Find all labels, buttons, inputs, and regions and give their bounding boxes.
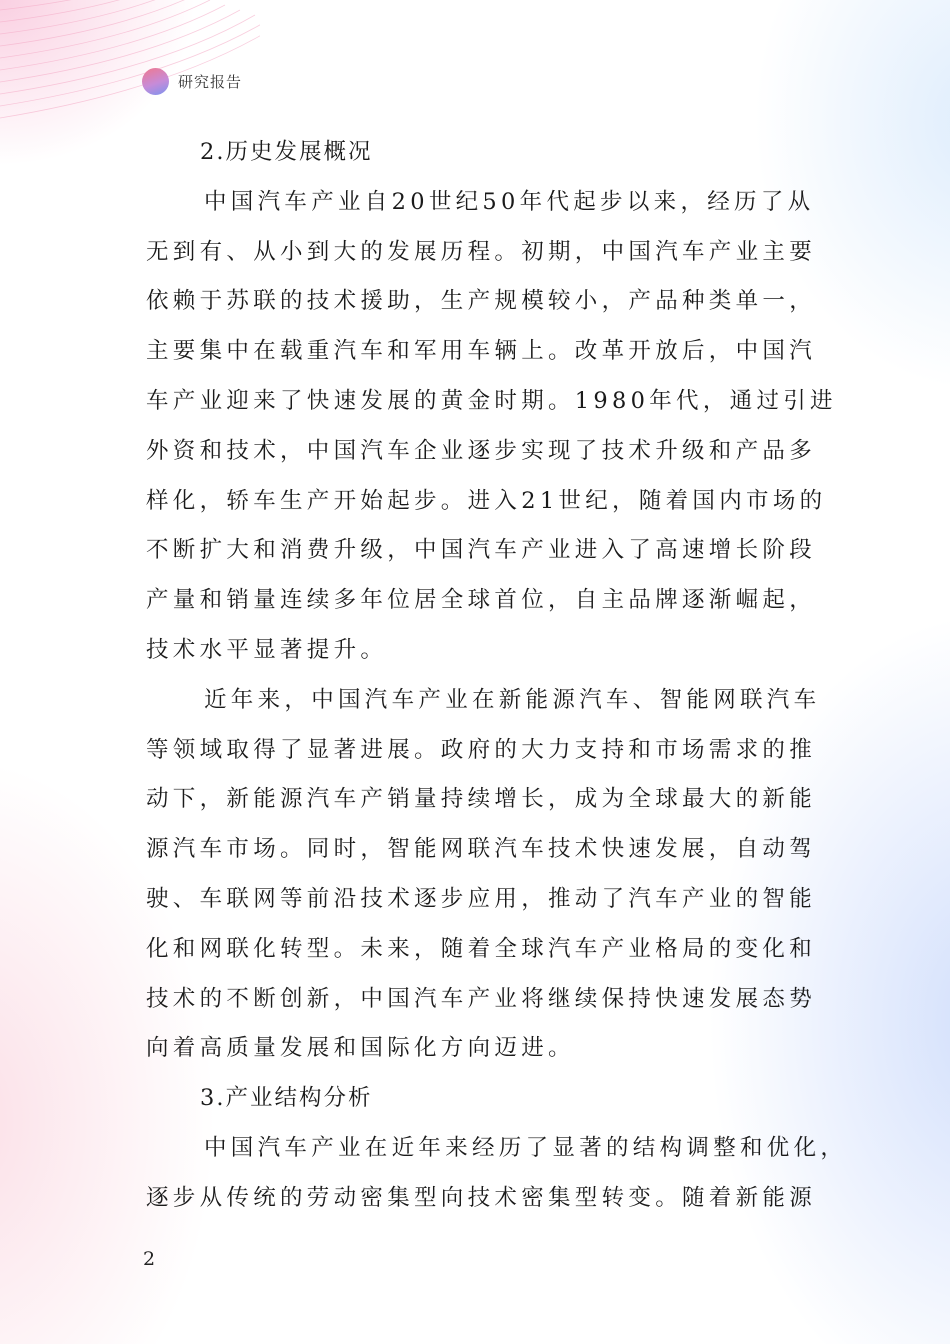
text-line: 主要集中在载重汽车和军用车辆上。改革开放后，中国汽 — [146, 338, 817, 365]
text-line: 样化，轿车生产开始起步。进入21世纪，随着国内市场的 — [146, 487, 827, 514]
text-line: 产量和销量连续多年位居全球首位，自主品牌逐渐崛起， — [146, 587, 817, 614]
section-heading: 2.历史发展概况 — [200, 139, 373, 165]
gradient-circle-logo-icon — [142, 68, 169, 95]
text-line: 中国汽车产业自20世纪50年代起步以来，经历了从 — [204, 188, 815, 215]
text-line: 向着高质量发展和国际化方向迈进。 — [146, 1035, 575, 1062]
text-line: 技术水平显著提升。 — [146, 636, 388, 663]
text-line: 不断扩大和消费升级，中国汽车产业进入了高速增长阶段 — [146, 537, 817, 564]
text-line: 车产业迎来了快速发展的黄金时期。1980年代，通过引进 — [146, 387, 837, 414]
text-line: 驶、车联网等前沿技术逐步应用，推动了汽车产业的智能 — [146, 885, 817, 912]
text-line: 中国汽车产业在近年来经历了显著的结构调整和优化， — [204, 1134, 848, 1161]
text-line: 化和网联化转型。未来，随着全球汽车产业格局的变化和 — [146, 935, 817, 962]
text-line: 近年来，中国汽车产业在新能源汽车、智能网联汽车 — [204, 686, 821, 713]
header-title: 研究报告 — [178, 72, 243, 91]
text-line: 外资和技术，中国汽车企业逐步实现了技术升级和产品多 — [146, 437, 817, 464]
section-heading: 3.产业结构分析 — [200, 1085, 373, 1112]
text-line: 动下，新能源汽车产销量持续增长，成为全球最大的新能 — [146, 786, 817, 813]
page-number: 2 — [143, 1248, 156, 1270]
text-line: 无到有、从小到大的发展历程。初期，中国汽车产业主要 — [146, 238, 817, 265]
text-line: 等领域取得了显著进展。政府的大力支持和市场需求的推 — [146, 736, 817, 763]
page-header — [142, 66, 242, 96]
text-line: 源汽车市场。同时，智能网联汽车技术快速发展，自动驾 — [146, 836, 817, 863]
text-line: 逐步从传统的劳动密集型向技术密集型转变。随着新能源 — [146, 1184, 817, 1211]
text-line: 依赖于苏联的技术援助，生产规模较小，产品种类单一， — [146, 288, 817, 315]
text-line: 技术的不断创新，中国汽车产业将继续保持快速发展态势 — [146, 985, 817, 1012]
document-body — [146, 128, 848, 1224]
